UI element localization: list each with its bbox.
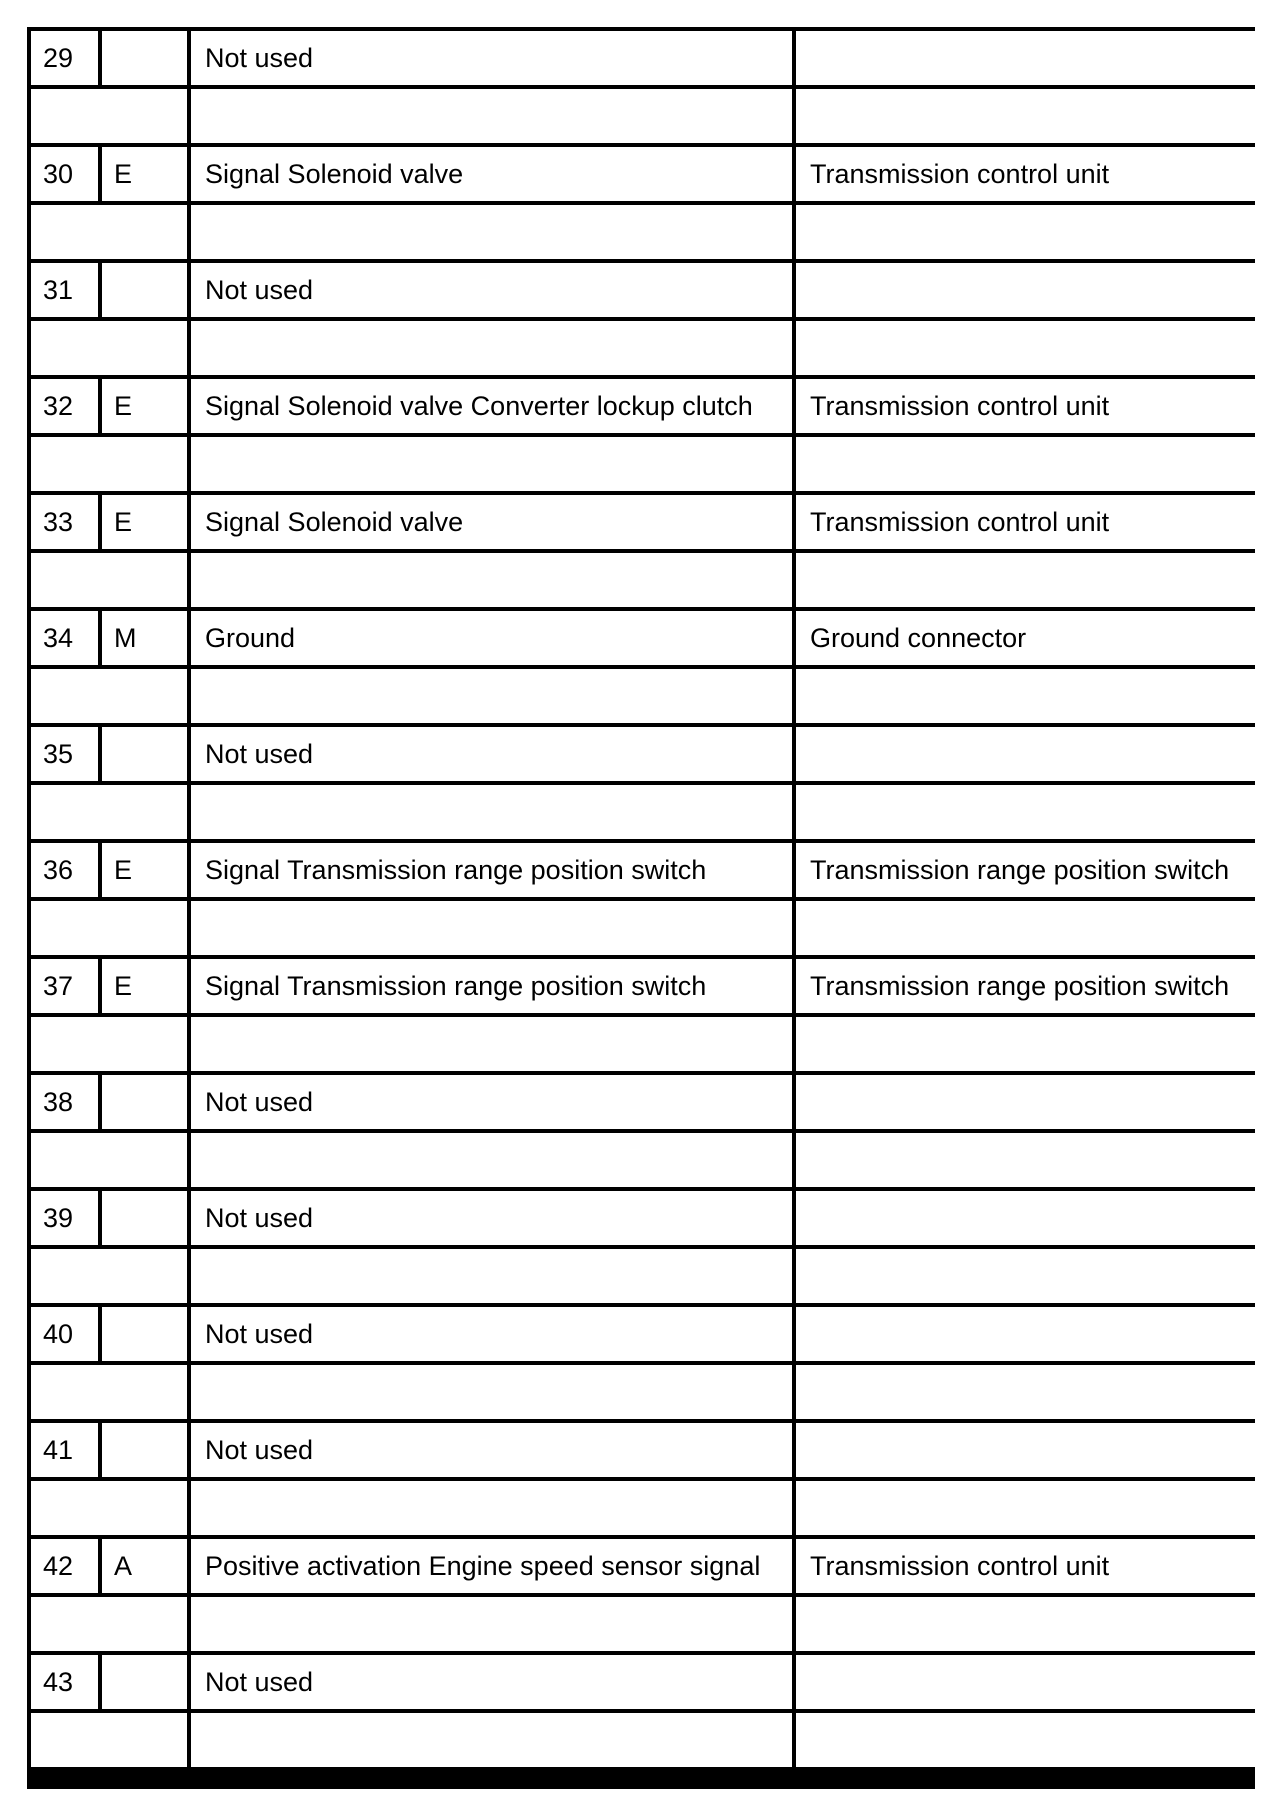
- spacer-cell: [191, 1133, 792, 1187]
- spacer-cell: [796, 669, 1255, 723]
- wire-code-cell: E: [102, 147, 187, 201]
- spacer-merged-cell: [31, 1365, 187, 1419]
- destination-cell: Transmission range position switch: [796, 959, 1255, 1013]
- pin-number-cell: 31: [31, 263, 98, 317]
- pin-number-cell: 43: [31, 1655, 98, 1709]
- wire-code-cell: [102, 1655, 187, 1709]
- spacer-cell: [796, 1713, 1255, 1767]
- wire-code-cell: M: [102, 611, 187, 665]
- description-cell: Signal Solenoid valve: [191, 147, 792, 201]
- spacer-merged-cell: [31, 1249, 187, 1303]
- destination-cell: [796, 31, 1255, 85]
- description-cell: Signal Solenoid valve Converter lockup clutch: [191, 379, 792, 433]
- spacer-cell: [191, 437, 792, 491]
- pin-number-cell: 39: [31, 1191, 98, 1245]
- spacer-merged-cell: [31, 1133, 187, 1187]
- destination-cell: [796, 1655, 1255, 1709]
- spacer-merged-cell: [31, 1017, 187, 1071]
- pin-number-cell: 36: [31, 843, 98, 897]
- spacer-merged-cell: [31, 1481, 187, 1535]
- spacer-merged-cell: [31, 321, 187, 375]
- pin-number-cell: 30: [31, 147, 98, 201]
- pin-number-cell: 33: [31, 495, 98, 549]
- pin-number-cell: 35: [31, 727, 98, 781]
- spacer-cell: [796, 437, 1255, 491]
- description-cell: Not used: [191, 263, 792, 317]
- pin-number-cell: 29: [31, 31, 98, 85]
- spacer-cell: [796, 1481, 1255, 1535]
- destination-cell: [796, 263, 1255, 317]
- wire-code-cell: E: [102, 379, 187, 433]
- wire-code-cell: [102, 31, 187, 85]
- spacer-cell: [191, 1481, 792, 1535]
- spacer-cell: [796, 205, 1255, 259]
- spacer-cell: [191, 785, 792, 839]
- wire-code-cell: E: [102, 843, 187, 897]
- destination-cell: Transmission range position switch: [796, 843, 1255, 897]
- spacer-cell: [796, 1597, 1255, 1651]
- description-cell: Signal Solenoid valve: [191, 495, 792, 549]
- spacer-merged-cell: [31, 437, 187, 491]
- spacer-cell: [191, 1597, 792, 1651]
- pin-assignment-table: [27, 27, 1255, 1789]
- description-cell: Not used: [191, 1423, 792, 1477]
- description-cell: Positive activation Engine speed sensor signal: [191, 1539, 792, 1593]
- spacer-merged-cell: [31, 1713, 187, 1767]
- description-cell: Not used: [191, 1191, 792, 1245]
- wire-code-cell: A: [102, 1539, 187, 1593]
- wire-code-cell: [102, 1075, 187, 1129]
- description-cell: Signal Transmission range position switch: [191, 959, 792, 1013]
- spacer-cell: [191, 1017, 792, 1071]
- wire-code-cell: [102, 1307, 187, 1361]
- pin-number-cell: 37: [31, 959, 98, 1013]
- pin-number-cell: 34: [31, 611, 98, 665]
- destination-cell: Transmission control unit: [796, 147, 1255, 201]
- destination-cell: Transmission control unit: [796, 379, 1255, 433]
- destination-cell: Transmission control unit: [796, 1539, 1255, 1593]
- pin-number-cell: 40: [31, 1307, 98, 1361]
- wire-code-cell: E: [102, 495, 187, 549]
- wire-code-cell: [102, 727, 187, 781]
- spacer-merged-cell: [31, 1597, 187, 1651]
- destination-cell: Transmission control unit: [796, 495, 1255, 549]
- wire-code-cell: E: [102, 959, 187, 1013]
- description-cell: Not used: [191, 31, 792, 85]
- spacer-merged-cell: [31, 553, 187, 607]
- destination-cell: [796, 1307, 1255, 1361]
- pin-number-cell: 32: [31, 379, 98, 433]
- spacer-cell: [191, 553, 792, 607]
- spacer-cell: [796, 785, 1255, 839]
- destination-cell: [796, 1423, 1255, 1477]
- spacer-cell: [796, 1249, 1255, 1303]
- spacer-cell: [796, 1133, 1255, 1187]
- description-cell: Signal Transmission range position switch: [191, 843, 792, 897]
- wire-code-cell: [102, 1423, 187, 1477]
- spacer-cell: [191, 1249, 792, 1303]
- description-cell: Ground: [191, 611, 792, 665]
- description-cell: Not used: [191, 1307, 792, 1361]
- spacer-merged-cell: [31, 901, 187, 955]
- spacer-cell: [191, 89, 792, 143]
- pin-number-cell: 38: [31, 1075, 98, 1129]
- description-cell: Not used: [191, 1655, 792, 1709]
- spacer-cell: [796, 89, 1255, 143]
- spacer-merged-cell: [31, 785, 187, 839]
- spacer-cell: [191, 205, 792, 259]
- destination-cell: Ground connector: [796, 611, 1255, 665]
- spacer-cell: [796, 1365, 1255, 1419]
- destination-cell: [796, 1075, 1255, 1129]
- spacer-merged-cell: [31, 669, 187, 723]
- spacer-cell: [191, 1365, 792, 1419]
- pin-number-cell: 41: [31, 1423, 98, 1477]
- spacer-cell: [191, 321, 792, 375]
- destination-cell: [796, 727, 1255, 781]
- destination-cell: [796, 1191, 1255, 1245]
- wire-code-cell: [102, 263, 187, 317]
- spacer-merged-cell: [31, 205, 187, 259]
- pin-number-cell: 42: [31, 1539, 98, 1593]
- spacer-cell: [796, 553, 1255, 607]
- description-cell: Not used: [191, 727, 792, 781]
- description-cell: Not used: [191, 1075, 792, 1129]
- spacer-cell: [191, 901, 792, 955]
- spacer-cell: [191, 669, 792, 723]
- spacer-merged-cell: [31, 89, 187, 143]
- spacer-cell: [191, 1713, 792, 1767]
- wire-code-cell: [102, 1191, 187, 1245]
- spacer-cell: [796, 1017, 1255, 1071]
- spacer-cell: [796, 901, 1255, 955]
- spacer-cell: [796, 321, 1255, 375]
